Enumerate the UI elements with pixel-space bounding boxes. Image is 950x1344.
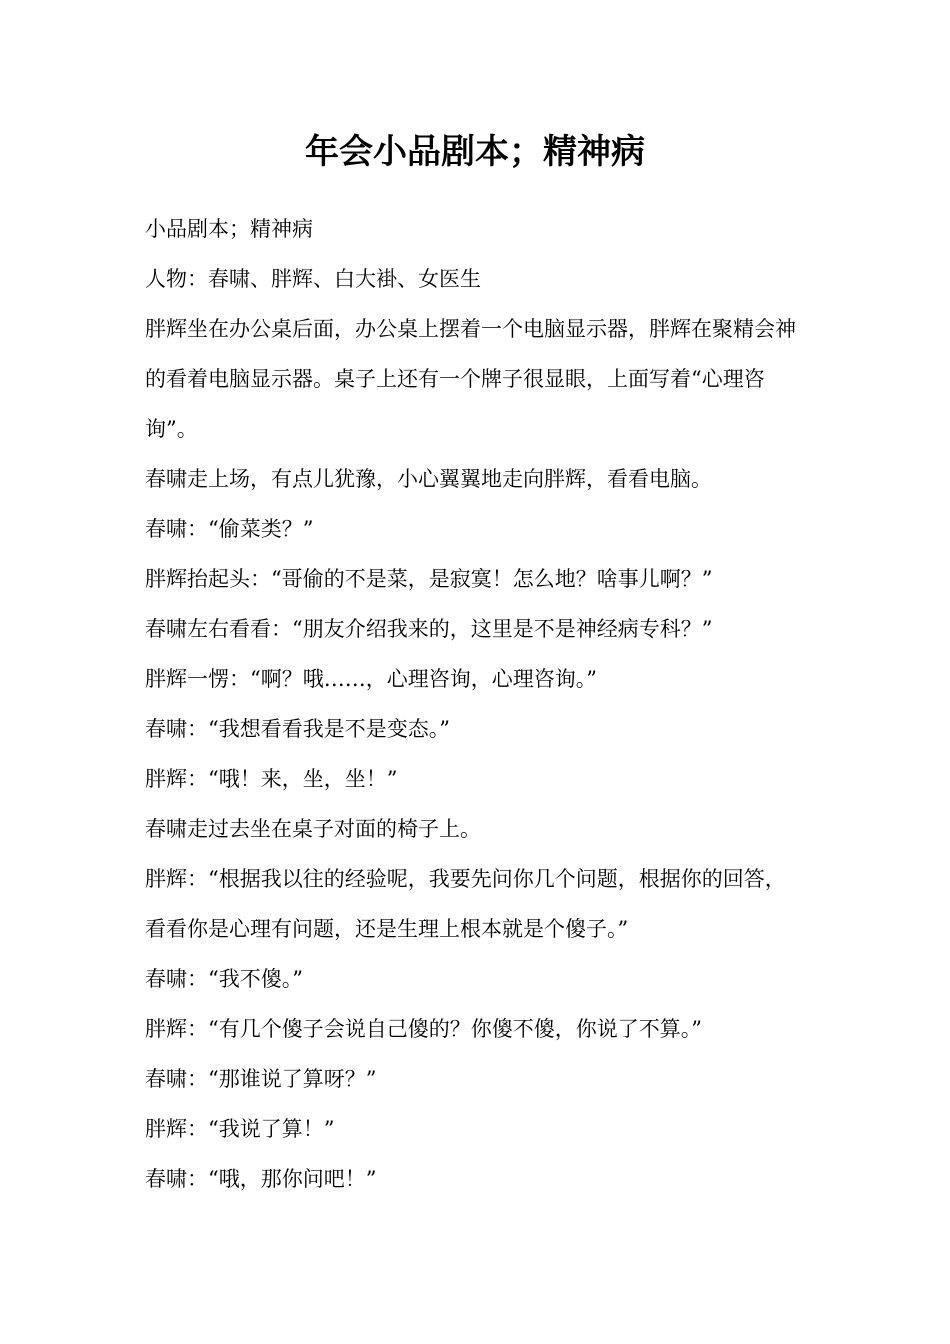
paragraph: 胖辉：“我说了算！” <box>145 1117 335 1141</box>
paragraph: 小品剧本；精神病 <box>145 217 313 241</box>
paragraph: 春啸走上场，有点儿犹豫，小心翼翼地走向胖辉，看看电脑。 <box>145 467 712 491</box>
paragraph: 胖辉抬起头：“哥偷的不是菜，是寂寞！怎么地？啥事儿啊？” <box>145 567 713 591</box>
paragraph: 胖辉一愣：“啊？哦……，心理咨询，心理咨询。” <box>145 667 597 691</box>
paragraph: 春啸：“我不傻。” <box>145 967 303 991</box>
paragraph: 春啸左右看看：“朋友介绍我来的，这里是不是神经病专科？” <box>145 617 713 641</box>
paragraph: 春啸：“我想看看我是不是变态。” <box>145 717 450 741</box>
paragraph: 胖辉：“根据我以往的经验呢，我要先问你几个问题，根据你的回答，看看你是心理有问题，还是生理上根本就是个傻子。” <box>145 867 786 941</box>
document-title: 年会小品剧本；精神病 <box>305 132 645 172</box>
paragraph: 人物：春啸、胖辉、白大褂、女医生 <box>145 267 481 291</box>
paragraph: 胖辉：“哦！来，坐，坐！” <box>145 767 398 791</box>
paragraph: 胖辉坐在办公桌后面，办公桌上摆着一个电脑显示器，胖辉在聚精会神的看着电脑显示器。桌子上还有一个牌子很显眼，上面写着“心理咨询”。 <box>145 317 796 441</box>
document-body <box>145 204 805 1204</box>
paragraph: 春啸：“偷菜类？” <box>145 517 314 541</box>
paragraph: 春啸走过去坐在桌子对面的椅子上。 <box>145 817 481 841</box>
paragraph: 春啸：“哦，那你问吧！” <box>145 1167 377 1191</box>
paragraph: 胖辉：“有几个傻子会说自己傻的？你傻不傻，你说了不算。” <box>145 1017 702 1041</box>
paragraph: 春啸：“那谁说了算呀？” <box>145 1067 377 1091</box>
